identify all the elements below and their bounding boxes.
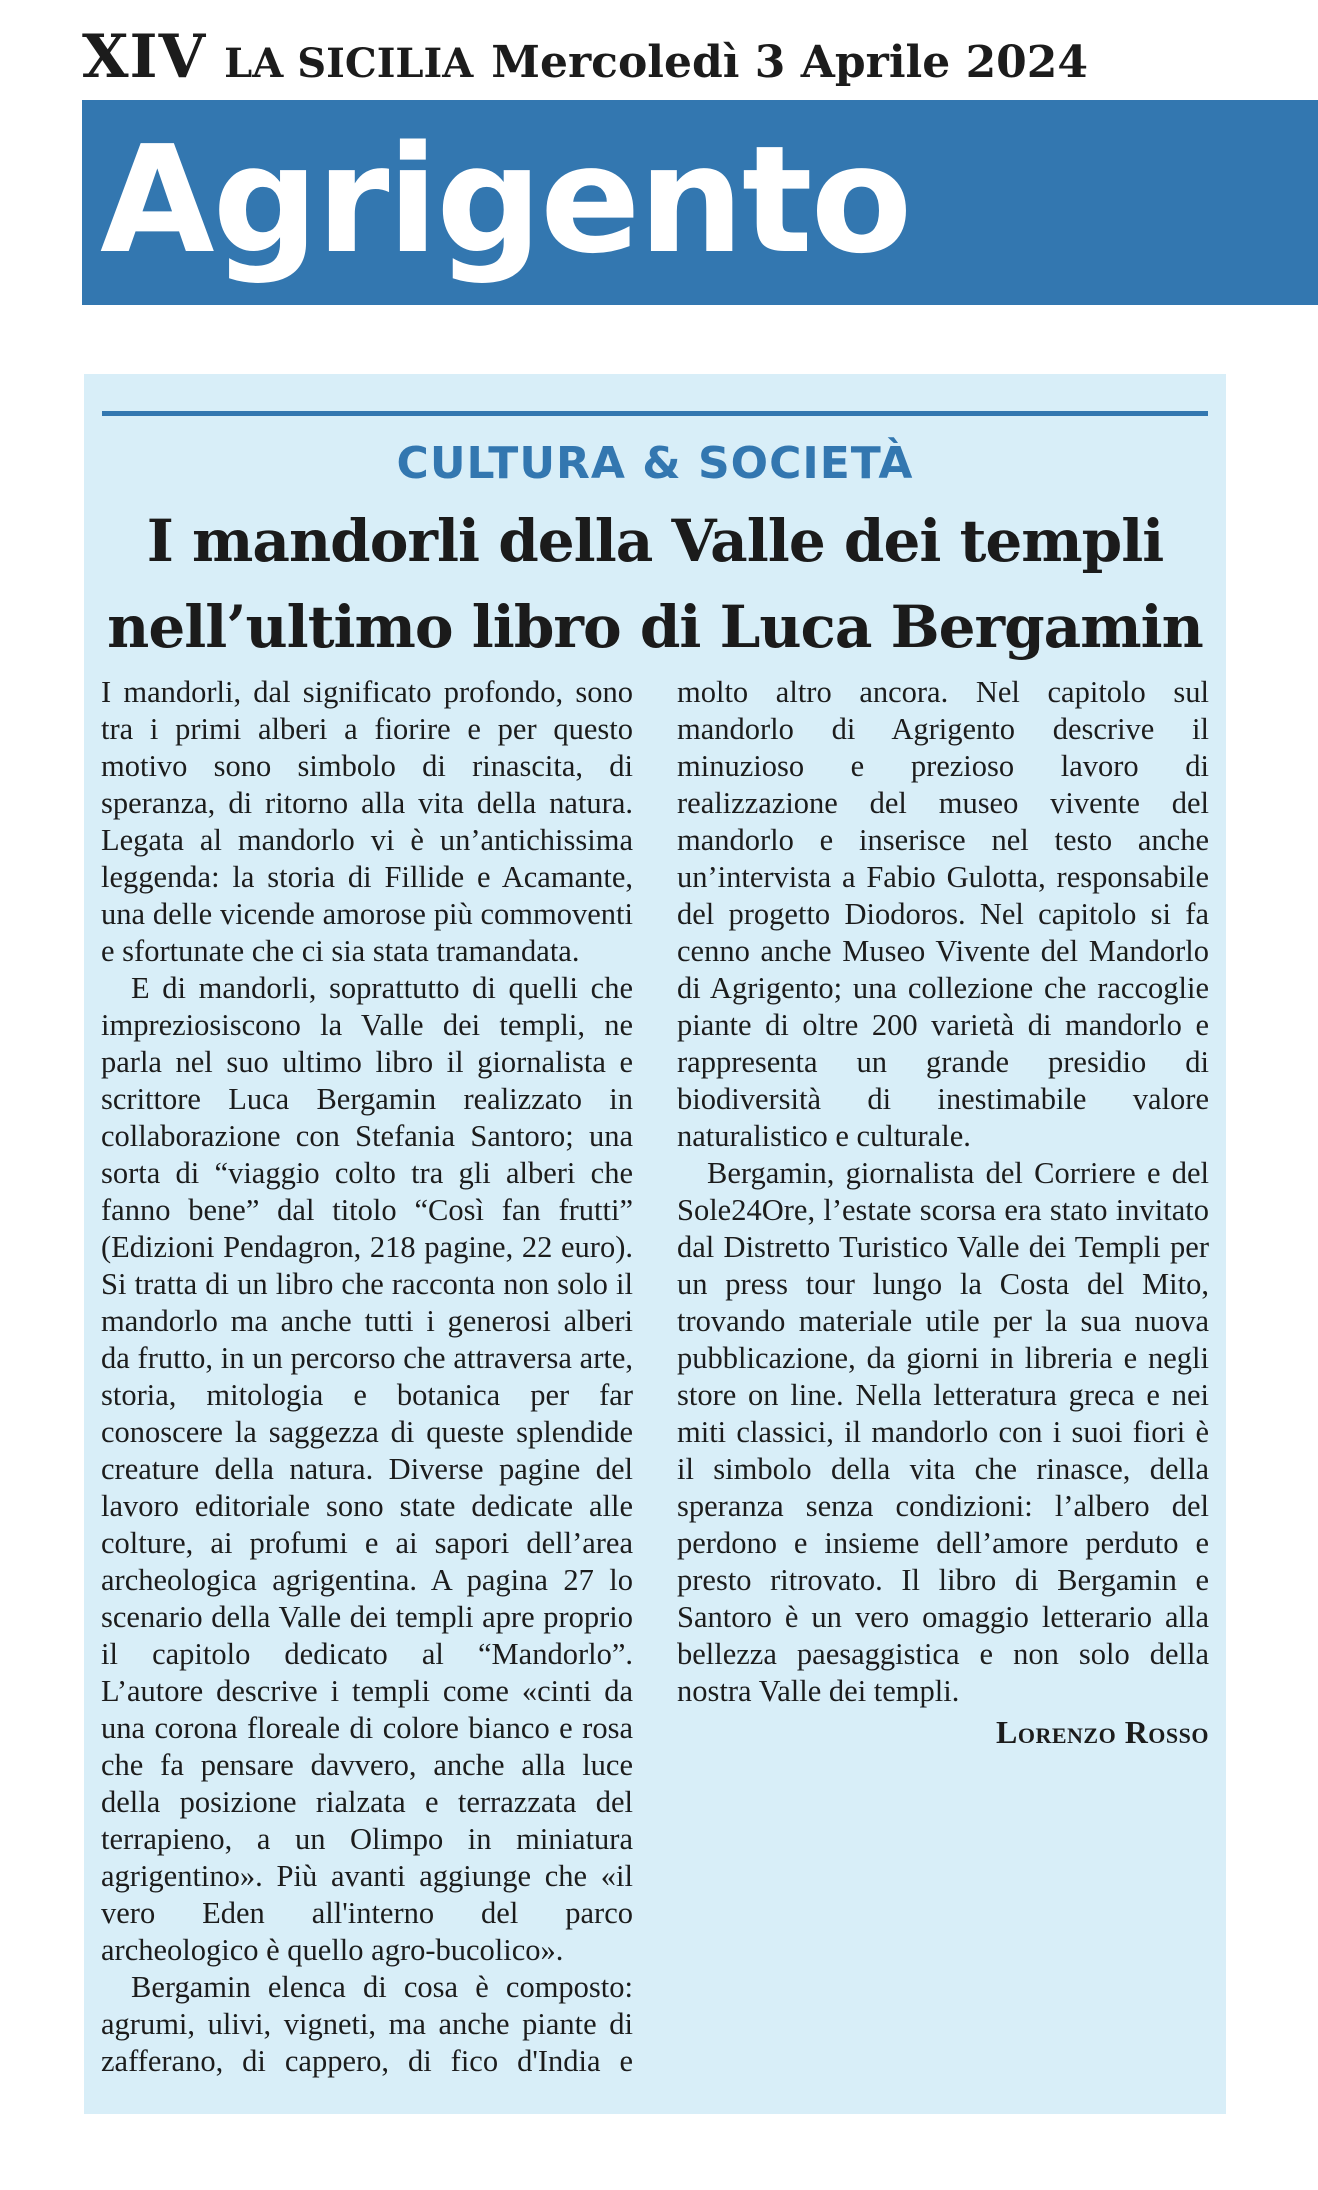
article-kicker: CULTURA & SOCIETÀ	[396, 438, 914, 489]
article-headline	[84, 498, 1226, 670]
article-paragraph-3: Bergamin elenca di cosa è composto: agrumi, ulivi, vigneti, ma anche piante di zafferano, di cappero, di fico d'India e molto altro ancora. Nel capitolo sul mandorlo di Agrigento descrive il minuzioso e prezioso lavoro di realizzazione del museo vivente del mandorlo e inserisce nel testo anche un’intervista a Fabio Gulotta, responsabile del progetto Diodoros. Nel capitolo si fa cenno anche Museo Vivente del Mandorlo di Agrigento; una collezione che raccoglie piante di oltre 200 varietà di mandorlo e rappresenta un grande presidio di biodiversità di inestimabile valore naturalistico e culturale.	[101, 675, 1209, 2078]
top-rule	[102, 411, 1208, 416]
section-title: Agrigento	[100, 114, 911, 286]
masthead	[82, 22, 1088, 98]
headline-line-2: nell’ultimo libro di Luca Bergamin	[107, 593, 1203, 661]
page-number: XIV	[82, 22, 207, 92]
article-body	[101, 674, 1209, 2094]
article-box	[84, 374, 1226, 2114]
article-paragraph-2: E di mandorli, soprattutto di quelli che impreziosiscono la Valle dei templi, ne parla nel suo ultimo libro il giornalista e scrittore Luca Bergamin realizzato in collaborazione con Stefania Santoro; una sorta di “viaggio colto tra gli alberi che fanno bene” dal titolo “Così fan frutti” (Edizioni Pendagron, 218 pagine, 22 euro). Si tratta di un libro che racconta non solo il mandorlo ma anche tutti i generosi alberi da frutto, in un percorso che attraversa arte, storia, mitologia e botanica per far conoscere la saggezza di queste splendide creature della natura. Diverse pagine del lavoro editoriale sono state dedicate alle colture, ai profumi e ai sapori dell’area archeologica agrigentina. A pagina 27 lo scenario della Valle dei templi apre proprio il capitolo dedicato al “Mandorlo”. L’autore descrive i templi come «cinti da una corona floreale di colore bianco e rosa che fa pensare davvero, anche alla luce della posizione rialzata e terrazzata del terrapieno, a un Olimpo in miniatura agrigentino». Più avanti aggiunge che «il vero Eden all'interno del parco archeologico è quello agro-bucolico».	[101, 971, 633, 1967]
section-band	[82, 100, 1318, 305]
headline-line-1: I mandorli della Valle dei templi	[146, 507, 1164, 575]
article-byline: Lorenzo Rosso	[996, 1714, 1209, 1750]
newspaper-name: LA SICILIA	[224, 40, 474, 87]
publication-date: Mercoledì 3 Aprile 2024	[491, 37, 1089, 88]
article-paragraph-1: I mandorli, dal significato profondo, sono tra i primi alberi a fiorire e per questo motivo sono simbolo di rinascita, di speranza, di ritorno alla vita della natura. Legata al mandorlo vi è un’antichissima leggenda: la storia di Fillide e Acamante, una delle vicende amorose più commoventi e sfortunate che ci sia stata tramandata.	[101, 675, 633, 968]
article-paragraph-4: Bergamin, giornalista del Corriere e del Sole24Ore, l’estate scorsa era stato invitato dal Distretto Turistico Valle dei Templi per un press tour lungo la Costa del Mito, trovando materiale utile per la sua nuova pubblicazione, da giorni in libreria e negli store on line. Nella letteratura greca e nei miti classici, il mandorlo con i suoi fiori è il simbolo della vita che rinasce, della speranza senza condizioni: l’albero del perdono e insieme dell’amore perduto e presto ritrovato. Il libro di Bergamin e Santoro è un vero omaggio letterario alla bellezza paesaggistica e non solo della nostra Valle dei templi.	[677, 1156, 1209, 1708]
